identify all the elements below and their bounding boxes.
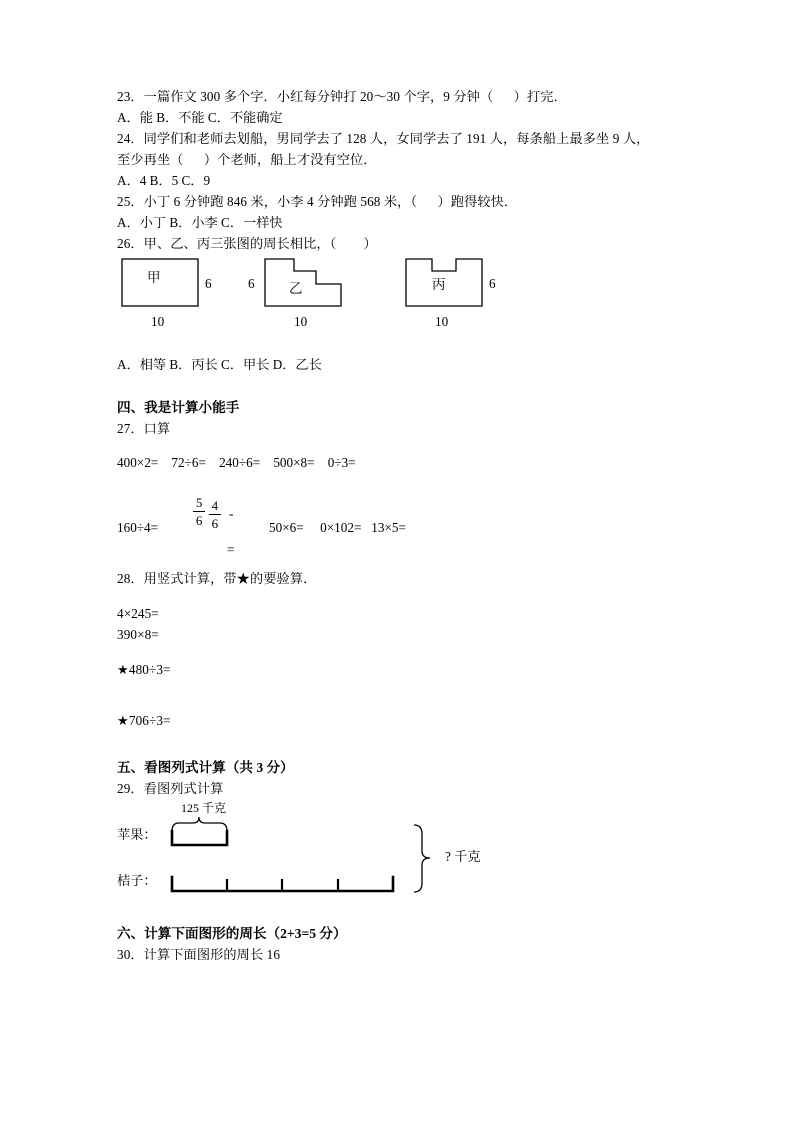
question-23-stem: 23．一篇作文 300 多个字．小红每分钟打 20～30 个字，9 分钟（ ）打完．	[117, 89, 567, 104]
apple-bar	[172, 831, 227, 845]
orange-row-label: 桔子：	[117, 873, 157, 889]
apple-amount-brace	[172, 817, 227, 831]
question-26-figures	[117, 258, 687, 354]
question-26-stem: 26．甲、乙、丙三张图的周长相比，（ ）	[117, 236, 377, 251]
question-24-options: A．4 B．5 C．9	[117, 173, 211, 188]
question-27-row1: 400×2= 72÷6= 240÷6= 500×8= 0÷3=	[117, 455, 356, 471]
figure-jia	[121, 258, 212, 329]
figure-jia-height-label: 6	[205, 276, 212, 291]
question-28-item-2: 390×8=	[117, 627, 159, 643]
figure-yi-name: 乙	[289, 281, 303, 296]
figure-yi-width-label: 10	[294, 314, 308, 329]
fraction-equals-operator: =	[227, 542, 235, 558]
figure-yi	[248, 258, 340, 329]
question-28-stem: 28．用竖式计算，带★的要验算．	[117, 571, 317, 587]
figure-jia-name: 甲	[147, 270, 161, 285]
section-five-heading: 五、看图列式计算（共 3 分）	[117, 760, 294, 776]
apple-row-label: 苹果：	[117, 827, 157, 843]
question-29-stem: 29．看图列式计算	[117, 781, 224, 797]
section-four-heading: 四、我是计算小能手	[117, 400, 240, 415]
question-25-stem: 25．小丁 6 分钟跑 846 米，小李 4 分钟跑 568 米，（ ）跑得较快．	[117, 194, 518, 209]
question-28-item-1: 4×245=	[117, 606, 159, 622]
figure-bing-height-label: 6	[489, 276, 496, 291]
question-27-fraction-expression	[185, 492, 229, 531]
question-29-diagram	[117, 801, 687, 913]
figure-jia-width-label: 10	[151, 314, 165, 329]
question-27-row2-rest: 50×6= 0×102= 13×5=	[269, 520, 406, 536]
figure-bing	[405, 258, 496, 329]
question-24-stem-line1: 24．同学们和老师去划船，男同学去了 128 人，女同学去了 191 人，每条船上最多坐 9 人，	[117, 131, 650, 146]
question-27-stem: 27．口算	[117, 421, 171, 436]
total-brace	[414, 825, 430, 892]
question-23-options: A．能 B．不能 C．不能确定	[117, 110, 283, 125]
question-24-stem-line2: 至少再坐（ ）个老师，船上才没有空位．	[117, 152, 377, 167]
figure-yi-height-label: 6	[248, 276, 255, 291]
question-27-row2	[117, 492, 687, 568]
question-28-item-3: ★480÷3=	[117, 662, 171, 678]
question-26-options: A．相等 B．丙长 C．甲长 D．乙长	[117, 357, 322, 372]
question-28-item-4: ★706÷3=	[117, 713, 171, 729]
apple-amount-label: 125 千克	[181, 801, 227, 816]
question-27-row2-first: 160÷4=	[117, 520, 159, 536]
question-25-options: A．小丁 B．小李 C．一样快	[117, 215, 283, 230]
fraction-minus-operator: -	[229, 506, 234, 522]
section-six-heading: 六、计算下面图形的周长（2+3=5 分）	[117, 926, 347, 942]
figure-bing-name: 丙	[432, 277, 446, 292]
total-amount-label: ? 千克	[445, 849, 481, 865]
fraction-bottom: $\frac{4}{6}$	[209, 498, 222, 531]
figure-yi-shape	[264, 258, 342, 308]
page-content	[117, 86, 687, 965]
figure-bing-width-label: 10	[435, 314, 449, 329]
fraction-top: $\frac{5}{6}$	[193, 495, 206, 528]
question-30-stem: 30．计算下面图形的周长 16	[117, 947, 281, 963]
